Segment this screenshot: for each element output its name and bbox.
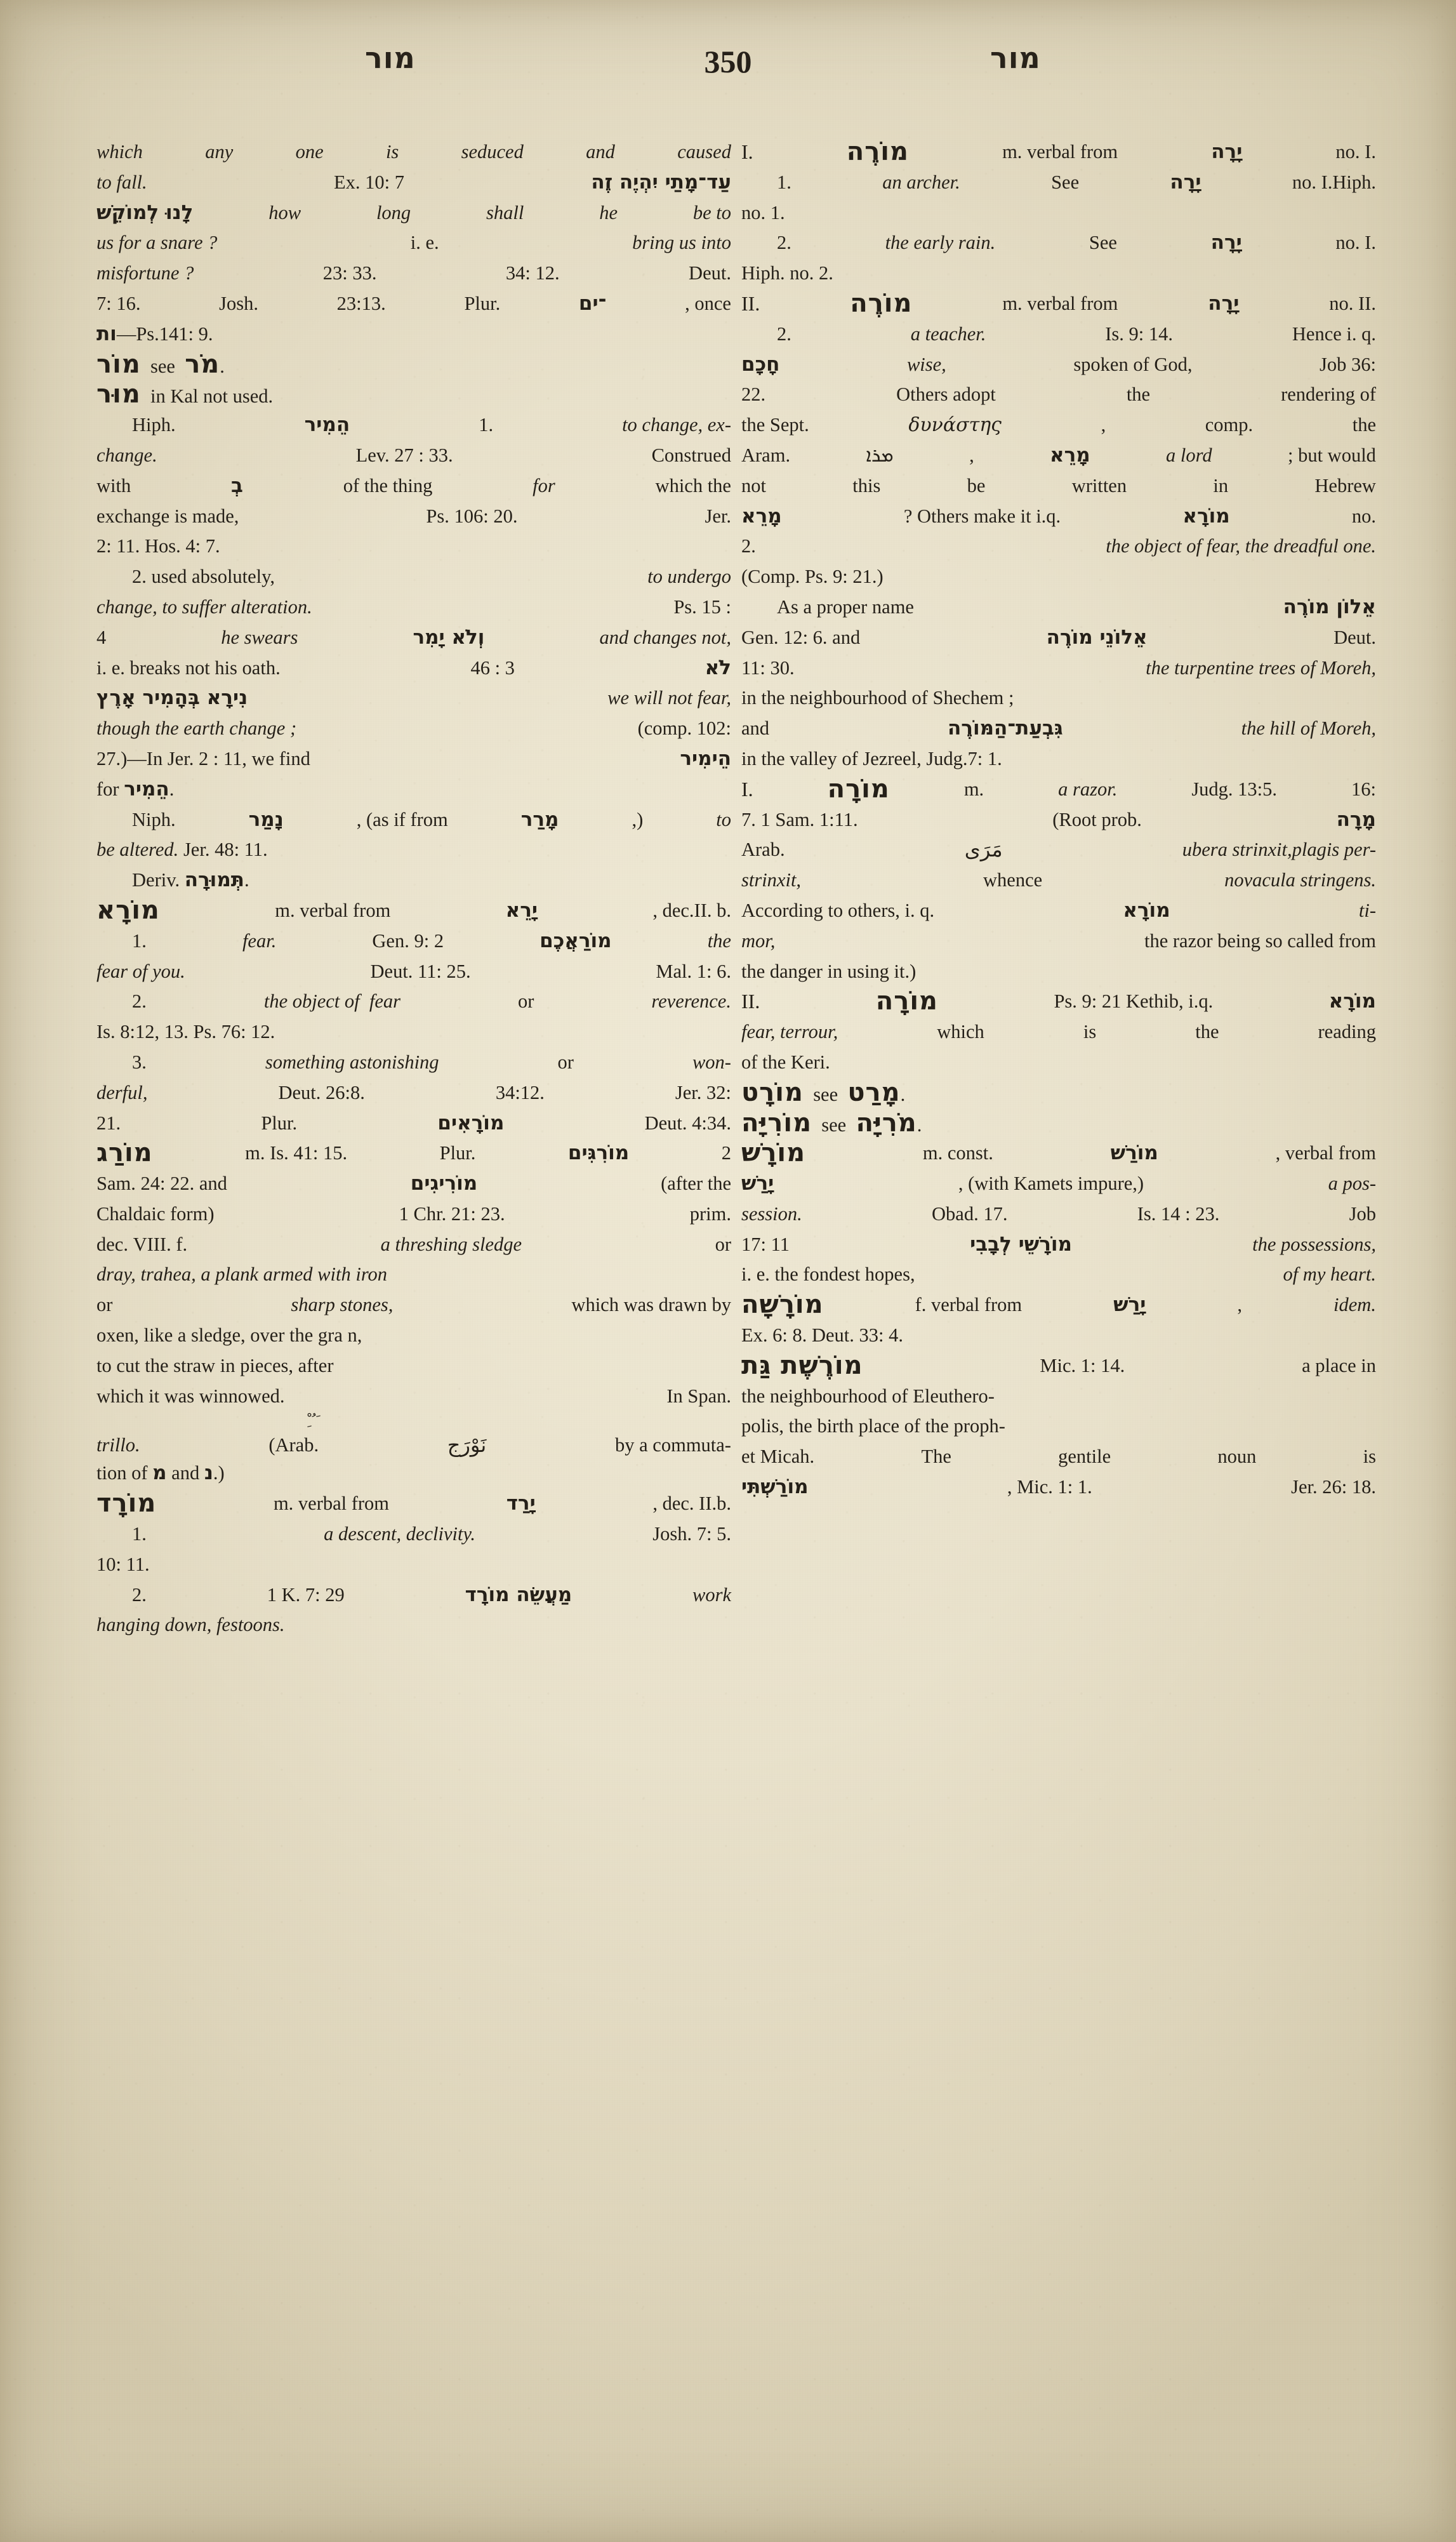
text-line: fear of you. Deut. 11: 25. Mal. 1: 6. [96, 960, 731, 982]
arabic-word-mara: مَرَى [964, 837, 1003, 862]
text-line: 2. used absolutely, to undergo [132, 566, 731, 588]
text-line: 1. fear. Gen. 9: 2 מוֹרַאֲכֶם the [132, 929, 731, 952]
text-line: change, to suffer alteration. Ps. 15 : [96, 596, 731, 618]
text-line: According to others, i. q. מוֹרָא ti- [741, 898, 1376, 922]
text-line: strinxit, whence novacula stringens. [741, 869, 1376, 891]
entry-mora-headword: מוֹרָא m. verbal from יָרֵא , dec.II. b. [96, 895, 731, 925]
text-line: with בְ of the thing for which the [96, 474, 731, 497]
text-line: As a proper name אֵלוֹן מוֹרֶה [777, 595, 1376, 618]
text-line: 2. the object of fear or reverence. [132, 990, 731, 1013]
text-line: Arab. مَرَى ubera strinxit,plagis per- [741, 835, 1376, 865]
text-line: derful, Deut. 26:8. 34:12. Jer. 32: [96, 1081, 731, 1103]
text-line: which any one is seduced and caused [96, 141, 731, 163]
text-line: dray, trahea, a plank armed with iron [96, 1263, 388, 1286]
text-line: Gen. 12: 6. and אֵלוֹנֵי מוֹרֶה Deut. [741, 625, 1376, 649]
entry-morash-headword: מוֹרָשׁ m. const. מוֹרַשׁ , verbal from [741, 1138, 1376, 1168]
text-line: exchange is made, Ps. 106: 20. Jer. [96, 505, 731, 527]
right-column [741, 137, 1376, 1503]
text-line: hanging down, festoons. [96, 1614, 285, 1636]
text-line: of the Keri. [741, 1051, 830, 1073]
text-line: the Sept. δυνάστης , comp. the [741, 410, 1376, 441]
text-line: no. 1. [741, 201, 785, 223]
entry-morah-1-headword: I. מוֹרָה m. a razor. Judg. 13:5. 16: [741, 774, 1376, 804]
text-line: et Micah. The gentile noun is [741, 1446, 1376, 1468]
text-line: i. e. breaks not his oath. 46 : 3 לֹא [96, 656, 731, 679]
text-line: 22. Others adopt the rendering of [741, 383, 1376, 406]
text-line: though the earth change ; (comp. 102: [96, 717, 731, 740]
entry-morad-headword: מוֹרָד m. verbal from יָרַד , dec. II.b. [96, 1489, 731, 1519]
text-line: or sharp stones, which was drawn by [96, 1294, 731, 1316]
text-line: tion of מ and נ.) [96, 1461, 225, 1485]
text-line: session. Obad. 17. Is. 14 : 23. Job [741, 1202, 1376, 1225]
text-line: 21. Plur. מוֹרָאִים Deut. 4:34. [96, 1111, 731, 1135]
text-line: the danger in using it.) [741, 960, 917, 982]
text-line: which it was winnowed. In Span. [96, 1385, 731, 1407]
text-line: in the valley of Jezreel, Judg.7: 1. [741, 747, 1002, 769]
text-line: trillo. (Arab. نَوْرَج by a commuta- [96, 1430, 731, 1458]
text-line: Is. 8:12, 13. Ps. 76: 12. [96, 1021, 275, 1043]
text-line: Ex. 6: 8. Deut. 33: 4. [741, 1324, 903, 1347]
text-line: Hiph. הֵמִיר 1. to change, ex- [132, 413, 731, 437]
page-number: 350 [704, 44, 752, 79]
text-line: us for a snare ? i. e. bring us into [96, 232, 731, 254]
arabic-diacritic-row: ْ ِ ُ َ [306, 1413, 319, 1429]
text-line: be altered. Jer. 48: 11. [96, 839, 268, 861]
text-line: misfortune ? 23: 33. 34: 12. Deut. [96, 262, 731, 284]
text-line: Niph. נָמַר , (as if from מָרַר ,) to [132, 808, 731, 831]
text-line: 1. a descent, declivity. Josh. 7: 5. [132, 1523, 731, 1545]
syriac-word-mara: ܡܪܐ [866, 444, 894, 467]
text-line: 1. an archer. See יָרָה no. I.Hiph. [777, 170, 1376, 194]
text-line: 2: 11. Hos. 4: 7. [96, 535, 220, 557]
left-column [96, 137, 731, 1640]
text-line: Chaldaic form) 1 Chr. 21: 23. prim. [96, 1202, 731, 1225]
entry-moreh-2-headword: II. מוֹרֶה m. verbal from יָרָה no. II. [741, 288, 1376, 318]
text-line: ות—Ps.141: 9. [96, 322, 213, 345]
text-line: 7: 16. Josh. 23:13. Plur. ־ים , once [96, 291, 731, 315]
text-line: 2. a teacher. Is. 9: 14. Hence i. q. [777, 323, 1376, 345]
text-line: not this be written in Hebrew [741, 474, 1376, 496]
arabic-word-naurag: نَوْرَج [447, 1433, 487, 1458]
text-line: and גִּבְעַת־הַמּוֹרֶה the hill of Moreh, [741, 717, 1376, 740]
text-line: חָכָם wise, spoken of God, Job 36: [741, 352, 1376, 376]
text-line: oxen, like a sledge, over the gra n, [96, 1324, 362, 1347]
text-line: 2. the early rain. See יָרָה no. I. [777, 231, 1376, 255]
text-line: Deriv. תְּמוּרָה. [132, 868, 249, 892]
greek-word-dynastes: δυνάστης [908, 414, 1002, 437]
text-line: change. Lev. 27 : 33. Construed [96, 444, 731, 466]
text-line: mor, the razor being so called from [741, 929, 1376, 952]
entry-morah-2-headword: II. מוֹרָה Ps. 9: 21 Kethib, i.q. מוֹרָא [741, 987, 1376, 1016]
text-line: Hiph. no. 2. [741, 262, 833, 284]
text-line: in the neighbourhood of Shechem ; [741, 687, 1014, 709]
entry-morag-headword: מוֹרַג m. Is. 41: 15. Plur. מוֹרִגִּים 2 [96, 1138, 731, 1168]
text-line: 17: 11 מוֹרָשֵׁי לְבָבִי the possessions, [741, 1232, 1376, 1256]
text-line: the neighbourhood of Eleuthero- [741, 1385, 995, 1407]
text-line: fear, terrour, which is the reading [741, 1021, 1376, 1043]
text-line: to cut the straw in pieces, after [96, 1354, 334, 1376]
text-line: יָרַשׁ , (with Kamets impure,) a pos- [741, 1172, 1376, 1195]
text-line: i. e. the fondest hopes, of my heart. [741, 1263, 1376, 1286]
text-line: dec. VIII. f. a threshing sledge or [96, 1233, 731, 1255]
entry-moreh-1-headword: I. מוֹרֶה m. verbal from יָרָה no. I. [741, 137, 1376, 166]
text-line: 10: 11. [96, 1553, 150, 1575]
entry-mor-see: מוֹר see מֹר. [96, 349, 225, 379]
text-line: Aram. ܡܪܐ , מָרֵא a lord ; but would [741, 441, 1376, 471]
text-line: Sam. 24: 22. and מוֹרִיגִים (after the [96, 1172, 731, 1195]
text-line: 3. something astonishing or won- [132, 1051, 731, 1073]
text-line: 4 he swears וְלֹא יָמִר and changes not, [96, 625, 731, 649]
entry-mur-headword: מוּר in Kal not used. [96, 380, 274, 409]
text-line: 7. 1 Sam. 1:11. (Root prob. מָרָה [741, 808, 1376, 831]
running-head-right: מור [990, 41, 1041, 75]
page-header [0, 41, 1456, 95]
text-line: (Comp. Ps. 9: 21.) [741, 566, 884, 588]
entry-moriyyah-see: מוֹרִיָּה see מֹרִיָּה. [741, 1108, 922, 1138]
text-line: מָרֵא ? Others make it i.q. מוֹרָא no. [741, 504, 1376, 528]
text-line: נִירָא בְּהָמִיר אָרֶץ we will not fear, [96, 686, 731, 710]
entry-moresheth-gath-headword: מוֹרֶשֶׁת גַּת Mic. 1: 14. a place in [741, 1350, 1376, 1380]
text-line: 2. 1 K. 7: 29 מַעֲשֵׂה מוֹרָד work [132, 1583, 731, 1606]
text-line: 2. the object of fear, the dreadful one. [741, 535, 1376, 557]
running-head-left: מור [365, 41, 416, 75]
text-line: for הֵמִיר. [96, 777, 175, 801]
text-line: polis, the birth place of the proph- [741, 1415, 1005, 1437]
text-line: 27.)—In Jer. 2 : 11, we find הֵימִיר [96, 747, 731, 770]
entry-morashah-headword: מוֹרָשָׁה f. verbal from יָרַשׁ , idem. [741, 1290, 1376, 1320]
text-line: to fall. Ex. 10: 7 עַד־מָתַי יִהְיֶה זֶה [96, 170, 731, 194]
text-line: מוֹרַשְׁתִּי , Mic. 1: 1. Jer. 26: 18. [741, 1475, 1376, 1499]
entry-morat-see: מוֹרָט see מָרַט. [741, 1077, 906, 1107]
text-line: 11: 30. the turpentine trees of Moreh, [741, 656, 1376, 679]
text-line: לָנוּ לְמוֹקֵשׁ how long shall he be to [96, 201, 731, 224]
